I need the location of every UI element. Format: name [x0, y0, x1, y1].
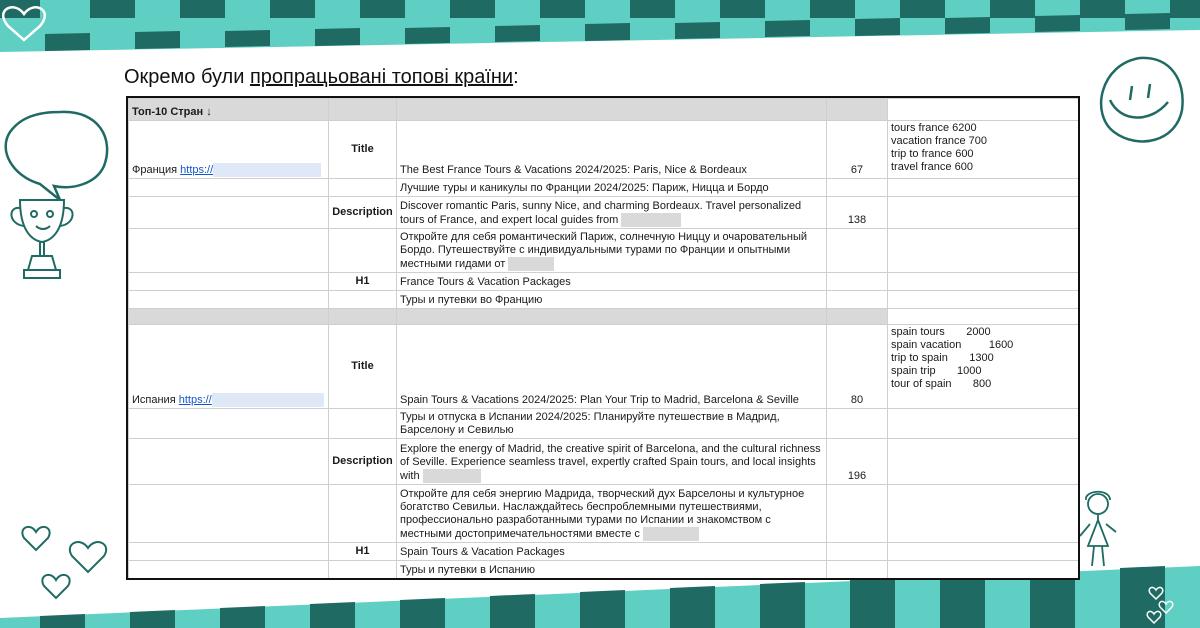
country-cell-spain[interactable]: Испания https://: [129, 325, 329, 409]
desc-en-cell[interactable]: Discover romantic Paris, sunny Nice, and charming Bordeaux. Travel personalized tours of France, and expert local guides from: [397, 197, 827, 229]
title-underlined: пропрацьовані топові країни: [249, 66, 514, 88]
hearts-icon: [22, 527, 106, 598]
masked-text: [508, 257, 554, 271]
length-cell[interactable]: 196: [827, 439, 888, 485]
country-link[interactable]: https://: [178, 394, 212, 406]
label-cell[interactable]: Title: [329, 121, 397, 179]
h1-ru-cell[interactable]: Туры и путевки во Францию: [397, 291, 827, 309]
title-suffix: :: [513, 66, 519, 88]
separator-row: [129, 309, 1081, 325]
table-row: [129, 121, 1081, 179]
country-link[interactable]: https://: [180, 164, 214, 176]
masked-text: [423, 469, 481, 483]
length-cell[interactable]: 67: [827, 121, 888, 179]
table-row: [129, 439, 1081, 485]
length-cell[interactable]: 80: [827, 325, 888, 409]
page-title: [124, 66, 519, 89]
label-cell[interactable]: Description: [329, 197, 397, 229]
table-row: [129, 485, 1081, 543]
table-row: [129, 197, 1081, 229]
title-ru-cell[interactable]: Туры и отпуска в Испании 2024/2025: Планируйте путешествие в Мадрид, Барселону и Севилью: [397, 409, 827, 439]
title-en-cell[interactable]: Spain Tours & Vacations 2024/2025: Plan Your Trip to Madrid, Barcelona & Seville: [397, 325, 827, 409]
h1-en-cell[interactable]: France Tours & Vacation Packages: [397, 273, 827, 291]
masked-url: [213, 163, 321, 177]
spreadsheet: [126, 96, 1080, 580]
table-row: [129, 229, 1081, 273]
label-cell[interactable]: Title: [329, 325, 397, 409]
countries-table: [128, 98, 1080, 579]
masked-url: [212, 393, 324, 407]
header-cell[interactable]: Топ-10 Стран ↓: [129, 99, 329, 121]
title-en-cell[interactable]: The Best France Tours & Vacations 2024/2025: Paris, Nice & Bordeaux: [397, 121, 827, 179]
table-header-row: [129, 99, 1081, 121]
table-row: [129, 561, 1081, 579]
keywords-cell[interactable]: spain tours 2000 spain vacation 1600 trip to spain 1300 spain trip 1000 tour of spain 800: [888, 325, 1081, 409]
masked-text: [621, 213, 681, 227]
table-row: [129, 543, 1081, 561]
masked-text: [643, 527, 699, 541]
trophy-icon: [11, 200, 72, 278]
table-row: [129, 273, 1081, 291]
title-prefix: Окремо були: [124, 66, 250, 88]
speech-bubble-icon: [6, 112, 107, 200]
label-cell[interactable]: Description: [329, 439, 397, 485]
desc-en-cell[interactable]: Explore the energy of Madrid, the creative spirit of Barcelona, and the cultural richness of Seville. Experience seamless travel, expertly crafted Spain tours, and local insights with: [397, 439, 827, 485]
girl-figure-icon: [1080, 492, 1116, 566]
table-row: [129, 291, 1081, 309]
table-row: [129, 325, 1081, 409]
length-cell[interactable]: 138: [827, 197, 888, 229]
table-row: [129, 409, 1081, 439]
desc-ru-cell[interactable]: Откройте для себя энергию Мадрида, творческий дух Барселоны и культурное богатство Севильи. Наслаждайтесь беспроблемными путешествиями, профессионально разработанными турами по Испании и знакомством с местными достопримечательностями вместе с: [397, 485, 827, 543]
h1-ru-cell[interactable]: Туры и путевки в Испанию: [397, 561, 827, 579]
title-ru-cell[interactable]: Лучшие туры и каникулы по Франции 2024/2025: Париж, Ницца и Бордо: [397, 179, 827, 197]
label-cell[interactable]: H1: [329, 543, 397, 561]
smiley-icon: [1101, 58, 1182, 142]
keywords-cell[interactable]: tours france 6200 vacation france 700 trip to france 600 travel france 600: [888, 121, 1081, 179]
table-row: [129, 179, 1081, 197]
desc-ru-cell[interactable]: Откройте для себя романтический Париж, солнечную Ниццу и очаровательный Бордо. Путешествуйте с индивидуальными турами по Франции и опытными местными гидами от: [397, 229, 827, 273]
country-cell-france[interactable]: Франция https://: [129, 121, 329, 179]
label-cell[interactable]: H1: [329, 273, 397, 291]
h1-en-cell[interactable]: Spain Tours & Vacation Packages: [397, 543, 827, 561]
